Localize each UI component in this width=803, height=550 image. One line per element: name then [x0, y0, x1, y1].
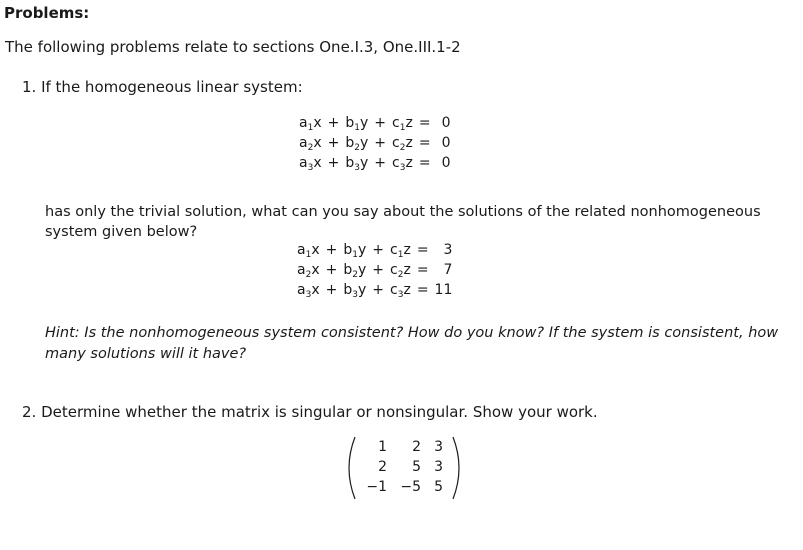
matrix-cell: 1 — [378, 439, 387, 455]
page-heading: Problems: — [4, 4, 90, 22]
matrix-row — [361, 477, 443, 497]
matrix-cell: −5 — [400, 479, 421, 495]
plus-sign: + — [374, 155, 387, 171]
equals-sign: = — [416, 242, 429, 258]
nonhomogeneous-system — [294, 240, 455, 300]
z-term: $c_2z$ — [390, 262, 411, 280]
plus-sign: + — [325, 262, 338, 278]
y-term: $b_1y$ — [345, 115, 369, 133]
y-term: $b_2y$ — [343, 262, 367, 280]
x-term: $a_2x$ — [299, 135, 322, 153]
matrix-cell: 5 — [412, 459, 421, 475]
homogeneous-system — [296, 113, 454, 173]
plus-sign: + — [374, 115, 387, 131]
equation-row — [296, 153, 454, 173]
equation-row — [294, 280, 455, 300]
matrix-cell: 2 — [412, 439, 421, 455]
x-term: $a_3x$ — [297, 282, 320, 300]
equation-row — [296, 133, 454, 153]
equals-sign: = — [418, 155, 431, 171]
y-term: $b_3y$ — [343, 282, 367, 300]
plus-sign: + — [327, 155, 340, 171]
equals-sign: = — [416, 282, 429, 298]
z-term: $c_2z$ — [392, 135, 413, 153]
matrix-cell: 3 — [434, 439, 443, 455]
equation-row — [296, 113, 454, 133]
plus-sign: + — [372, 282, 385, 298]
matrix-row — [361, 457, 443, 477]
rhs-value: 3 — [443, 242, 453, 258]
rhs-value: 0 — [441, 135, 451, 151]
equation-row — [294, 240, 455, 260]
matrix-cell: 2 — [378, 459, 387, 475]
plus-sign: + — [372, 262, 385, 278]
x-term: $a_2x$ — [297, 262, 320, 280]
y-term: $b_3y$ — [345, 155, 369, 173]
matrix — [341, 435, 467, 501]
matrix-row — [361, 437, 443, 457]
z-term: $c_1z$ — [390, 242, 411, 260]
x-term: $a_1x$ — [297, 242, 320, 260]
rhs-value: 7 — [443, 262, 453, 278]
z-term: $c_3z$ — [392, 155, 413, 173]
rhs-value: 0 — [441, 155, 451, 171]
rhs-value: 11 — [434, 282, 453, 298]
plus-sign: + — [325, 282, 338, 298]
matrix-entries — [361, 437, 443, 497]
matrix-cell: 5 — [434, 479, 443, 495]
x-term: $a_1x$ — [299, 115, 322, 133]
problem-1-question: has only the trivial solution, what can you say about the solutions of the related nonhomogeneous system given below? — [45, 204, 761, 240]
plus-sign: + — [325, 242, 338, 258]
equals-sign: = — [416, 262, 429, 278]
plus-sign: + — [327, 115, 340, 131]
matrix-cell: 3 — [434, 459, 443, 475]
z-term: $c_1z$ — [392, 115, 413, 133]
plus-sign: + — [327, 135, 340, 151]
problem-1-prompt: 1. If the homogeneous linear system: — [22, 78, 303, 96]
equals-sign: = — [418, 135, 431, 151]
z-term: $c_3z$ — [390, 282, 411, 300]
y-term: $b_1y$ — [343, 242, 367, 260]
rhs-value: 0 — [441, 115, 451, 131]
plus-sign: + — [372, 242, 385, 258]
equals-sign: = — [418, 115, 431, 131]
plus-sign: + — [374, 135, 387, 151]
equation-row — [294, 260, 455, 280]
hint-text: Hint: Is the nonhomogeneous system consistent? How do you know? If the system is consistent, how many solutions will it have? — [45, 325, 779, 362]
intro-text: The following problems relate to sections One.I.3, One.III.1-2 — [5, 38, 461, 56]
x-term: $a_3x$ — [299, 155, 322, 173]
matrix-cell: −1 — [366, 479, 387, 495]
y-term: $b_2y$ — [345, 135, 369, 153]
problem-2-prompt: 2. Determine whether the matrix is singular or nonsingular. Show your work. — [22, 403, 598, 421]
